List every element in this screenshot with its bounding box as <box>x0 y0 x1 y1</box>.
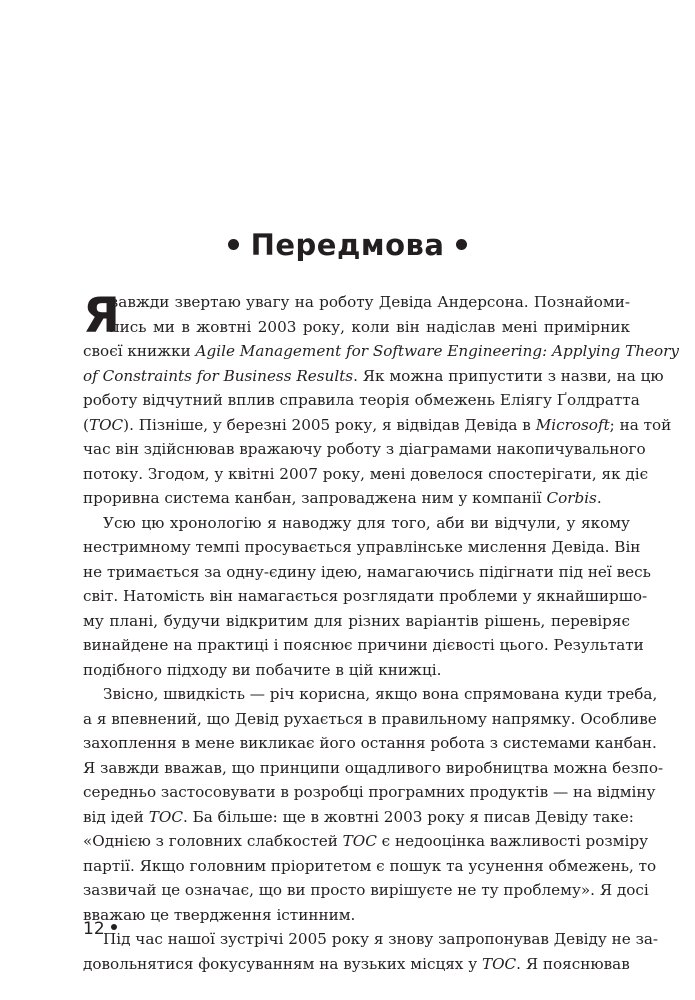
text-run: нестримному темпі просувається управлінське мислення Девіда. Він <box>83 538 641 556</box>
page-number <box>83 919 117 939</box>
italic-text: Microsoft <box>535 415 610 434</box>
text-line <box>83 633 644 658</box>
text-run: . Як можна припустити з назви, на цю <box>353 366 664 385</box>
text-run: подібного підходу ви побачите в цій книжці. <box>83 660 442 679</box>
paragraph <box>83 290 679 511</box>
text-run: захоплення в мене викликає його остання робота з системами канбан. <box>83 734 657 752</box>
text-run: . Ба більше: ще в жовтні 2003 року я писав Девіду таке: <box>182 807 634 826</box>
text-line <box>83 511 630 536</box>
text-line <box>83 609 630 634</box>
text-run: винайдене на практиці і пояснює причини дієвості цього. Результати <box>83 636 644 654</box>
text-line <box>83 413 672 438</box>
paragraph <box>83 511 651 683</box>
chapter-title: Передмова <box>250 228 445 262</box>
text-run: зазвичай це означає, що ви просто вирішуєте не ту проблему». Я досі <box>83 881 649 899</box>
italic-text: TOC <box>148 807 183 826</box>
text-run: «Однією з головних слабкостей <box>83 832 343 850</box>
paragraph <box>83 927 659 976</box>
text-run: . Я пояснював <box>516 954 630 973</box>
italic-text: Agile Management for Software Engineering: Applying Theory <box>195 342 679 360</box>
text-line <box>83 805 634 830</box>
text-run: Усю цю хронологію я наводжу для того, аби ви відчули, у якому <box>103 513 630 532</box>
text-run: ). Пізніше, у березні 2005 року, я відвідав Девіда в <box>123 415 536 434</box>
text-line <box>83 364 664 389</box>
text-line <box>83 315 630 340</box>
text-run: своєї книжки <box>83 342 196 360</box>
text-line <box>83 584 648 609</box>
bullet-icon <box>111 924 117 930</box>
text-line <box>83 878 649 903</box>
text-run: не тримається за одну-єдину ідею, намагаючись підігнати під неї весь <box>83 562 651 581</box>
text-line <box>83 535 641 560</box>
text-run: час він здійснював вражаючу роботу з діаграмами накопичувального <box>83 440 646 458</box>
text-line <box>83 560 651 585</box>
text-line <box>83 486 630 511</box>
text-line <box>83 437 646 462</box>
text-line <box>83 290 630 315</box>
text-run: світ. Натомість він намагається розглядати проблеми у якнайширшо- <box>83 587 648 605</box>
text-line <box>83 731 657 756</box>
text-run: від ідей <box>83 807 149 826</box>
text-line <box>83 388 640 413</box>
italic-text: of Constraints for Business Results <box>83 366 354 385</box>
text-run: потоку. Згодом, у квітні 2007 року, мені довелося спостерігати, як діє <box>83 464 649 483</box>
italic-text: TOC <box>342 832 377 850</box>
chapter-heading <box>0 228 695 262</box>
drop-cap: Я <box>83 288 120 344</box>
text-line <box>83 903 630 928</box>
text-line <box>83 927 659 952</box>
text-line <box>83 339 679 364</box>
italic-text: Corbis <box>546 489 597 507</box>
text-line <box>83 462 649 487</box>
text-run: Я завжди вважав, що принципи ощадливого виробництва можна безпо- <box>83 758 664 777</box>
page-number-text: 12 <box>83 919 105 939</box>
text-run: Звісно, швидкість — річ корисна, якщо вона спрямована куди треба, <box>103 685 658 703</box>
text-run: довольнятися фокусуванням на вузьких місцях у <box>83 954 482 973</box>
text-run: а я впевнений, що Девід рухається в правильному напрямку. Особливе <box>83 709 657 728</box>
bullet-icon <box>456 239 467 250</box>
text-run: проривна система канбан, запроваджена ним у компанії <box>83 489 547 507</box>
text-run: роботу відчутний вплив справила теорія обмежень Еліягу Ґолдратта <box>83 391 640 409</box>
text-line <box>83 682 658 707</box>
text-run: партії. Якщо головним пріоритетом є пошук та усунення обмежень, то <box>83 856 657 875</box>
text-line <box>83 780 656 805</box>
text-run: Під час нашої зустрічі 2005 року я знову запропонував Девіду не за- <box>103 930 659 948</box>
bullet-icon <box>228 239 239 250</box>
text-run: середньо застосовувати в розробці програмних продуктів — на відміну <box>83 783 656 801</box>
italic-text: TOC <box>88 415 124 434</box>
text-line <box>83 756 664 781</box>
body-text <box>83 288 679 976</box>
text-run: завжди звертаю увагу на роботу Девіда Андерсона. Познайоми- <box>110 293 630 311</box>
text-line <box>83 658 630 683</box>
text-run: вважаю це твердження істинним. <box>83 905 356 924</box>
text-run: . <box>596 489 602 507</box>
text-line <box>83 854 657 879</box>
text-run: лись ми в жовтні 2003 року, коли він надіслав мені примірник <box>110 317 630 336</box>
text-run: є недооцінка важливості розміру <box>376 832 649 850</box>
italic-text: TOC <box>481 954 517 973</box>
text-run: ( <box>83 415 89 434</box>
paragraph <box>83 682 664 927</box>
text-run: му плані, будучи відкритим для різних варіантів рішень, перевіряє <box>83 611 630 630</box>
text-run: ; на той <box>609 415 672 434</box>
text-line <box>83 952 630 977</box>
text-line <box>83 707 657 732</box>
text-line <box>83 829 649 854</box>
